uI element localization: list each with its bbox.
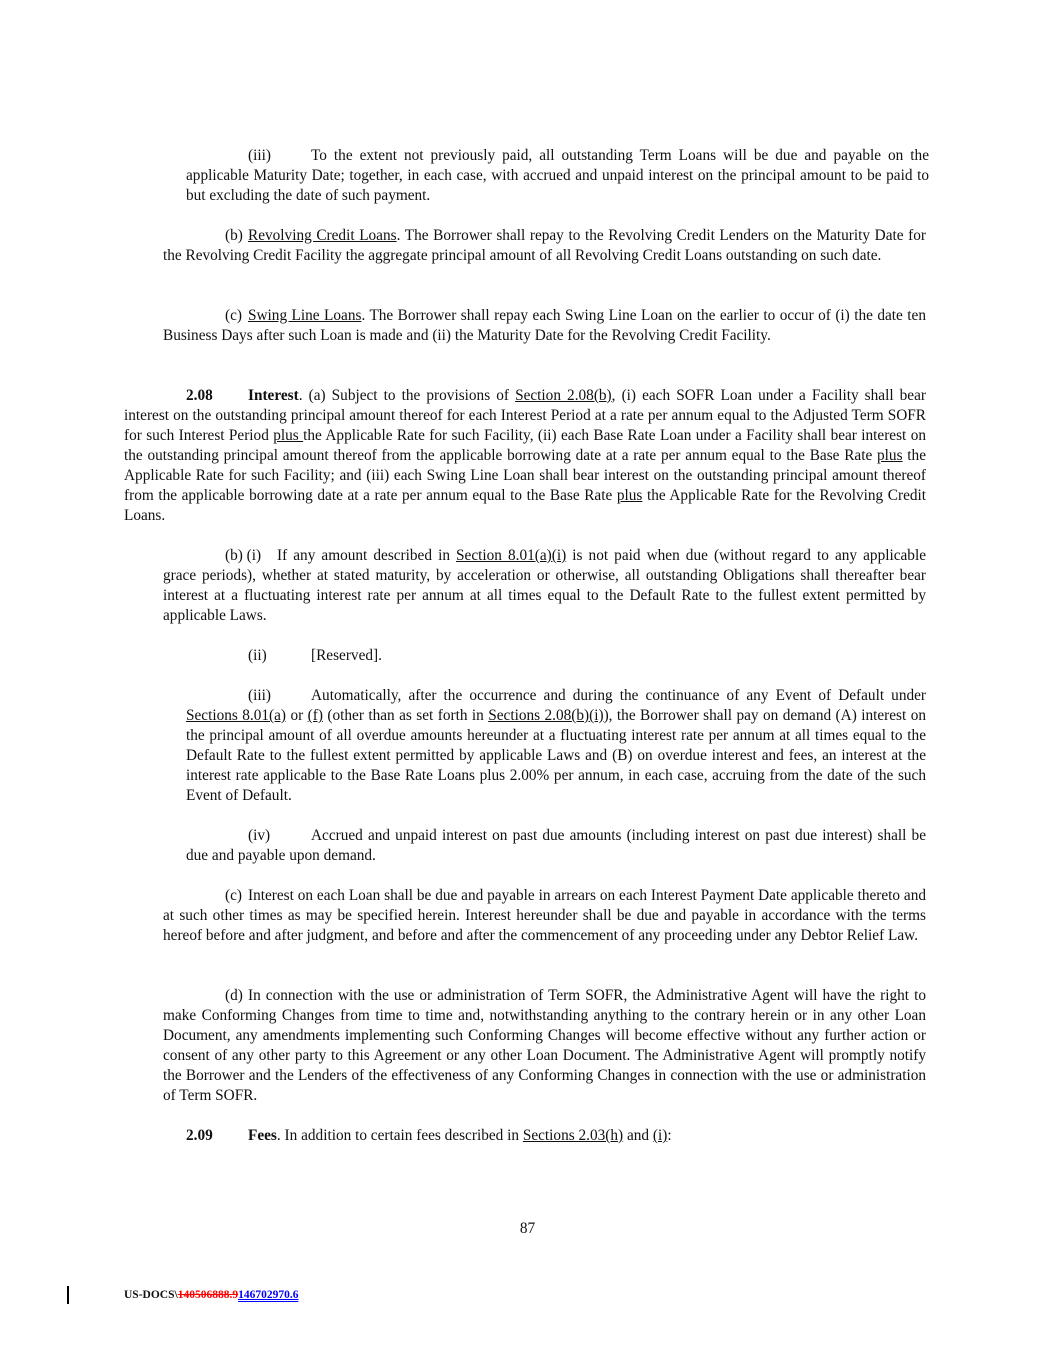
plus-term: plus [273, 427, 304, 444]
section-title: Interest [248, 387, 299, 404]
section-number: 2.09 [186, 1127, 213, 1144]
plus-term: plus [616, 487, 643, 504]
paragraph-b-revolving [163, 226, 926, 266]
text-run: If any amount described in [277, 547, 457, 564]
paragraph-2-08-c [163, 886, 926, 946]
paragraph-heading: Swing Line Loans [248, 307, 362, 324]
section-reference: Sections 8.01(a) [186, 707, 287, 724]
clause-label: (b) [225, 227, 243, 244]
clause-label: (c) [225, 307, 242, 324]
text-run: or [286, 707, 308, 724]
text-run: Automatically, after the occurrence and during the continuance of any Event of Default under [311, 687, 926, 704]
clause-label: (d) [225, 987, 243, 1004]
section-reference: (f) [307, 707, 323, 724]
paragraph-text: [Reserved]. [311, 647, 382, 664]
section-reference: Section 2.08(b) [515, 387, 612, 404]
section-reference: Sections 2.08(b)(i) [488, 707, 604, 724]
doc-id-prefix: US-DOCS\ [124, 1289, 178, 1301]
plus-term: plus [877, 447, 903, 464]
section-reference: (i) [652, 1127, 668, 1144]
text-run: and [623, 1127, 653, 1144]
clause-label: (iv) [248, 827, 271, 844]
paragraph-text: To the extent not previously paid, all outstanding Term Loans will be due and payable on the applicable Maturity Date; together, in each case, with accrued and unpaid interest on the principal amount to be paid to but excluding the date of such payment. [186, 147, 929, 204]
doc-id-inserted: 146702970.6 [238, 1289, 299, 1301]
paragraph-2-08-b-i [163, 546, 926, 626]
document-id-footer [124, 1287, 298, 1303]
clause-label: (iii) [248, 687, 271, 704]
text-run: (other than as set forth in [322, 707, 489, 724]
paragraph-text: . The Borrower shall repay each Swing Line Loan on the earlier to occur of (i) the date ten Business Days after such Loan is made and (ii) the Maturity Date for the Revolving Credit Facility. [163, 307, 926, 344]
text-run: : [667, 1127, 672, 1144]
text-run: the Applicable Rate for the Revolving Credit Loans. [124, 487, 927, 524]
text-run: , (i) each SOFR Loan under a Facility shall bear interest on the outstanding principal amount thereof for each Interest Period at a rate per annum equal to the Adjusted Term SOFR for such Interest Period [124, 387, 926, 444]
paragraph-2-08-b-iv [186, 826, 926, 866]
paragraph-text: In connection with the use or administration of Term SOFR, the Administrative Agent will have the right to make Conforming Changes from time to time and, notwithstanding anything to the contrary herein or in any other Loan Document, any amendments implementing such Conforming Changes will become effective without any further action or consent of any other party to this Agreement or any other Loan Document. The Administrative Agent will promptly notify the Borrower and the Lenders of the effectiveness of any Conforming Changes in connection with the use or administration of Term SOFR. [163, 987, 926, 1104]
page-number: 87 [519, 1220, 536, 1237]
text-run: is not paid when due (without regard to any applicable grace periods), whether at stated maturity, by acceleration or otherwise, all outstanding Obligations shall thereafter bear interest at a fluctuating interest rate per annum at all times equal to the Default Rate to the fullest extent permitted by applicable Laws. [163, 547, 926, 624]
text-run: . In addition to certain fees described in [276, 1127, 523, 1144]
paragraph-text: . The Borrower shall repay to the Revolving Credit Lenders on the Maturity Date for the Revolving Credit Facility the aggregate principal amount of all Revolving Credit Loans outstanding on such date. [163, 227, 926, 264]
paragraph-c-swing-line [163, 306, 926, 346]
paragraph-2-08-b-iii [186, 686, 926, 806]
paragraph-a-iii [186, 146, 929, 206]
text-run: ), the Borrower shall pay on demand (A) interest on the principal amount of all overdue amounts hereunder at a fluctuating interest rate per annum at all times equal to the Default Rate to the fullest extent permitted by applicable Laws and (B) on overdue interest and fees, an interest at the interest rate applicable to the Base Rate Loans plus 2.00% per annum, in each case, accruing from the date of the such Event of Default. [186, 707, 926, 804]
section-reference: Section 8.01(a)(i) [456, 547, 567, 564]
clause-label: (b) (i) [225, 547, 262, 564]
clause-label: (iii) [248, 147, 271, 164]
paragraph-text: Interest on each Loan shall be due and payable in arrears on each Interest Payment Date applicable thereto and at such other times as may be specified herein. Interest hereunder shall be due and payable in accordance with the terms hereof before and after judgment, and before and after the commencement of any proceeding under any Debtor Relief Law. [163, 887, 926, 944]
paragraph-text: Accrued and unpaid interest on past due amounts (including interest on past due interest) shall be due and payable upon demand. [186, 827, 926, 864]
change-bar [67, 1286, 69, 1304]
clause-label: (c) [225, 887, 242, 904]
text-run: the Applicable Rate for such Facility, (ii) each Base Rate Loan under a Facility shall bear interest on the outstanding principal amount thereof from the applicable borrowing date at a rate per annum equal to the Base Rate [124, 427, 926, 464]
paragraph-heading: Revolving Credit Loans [248, 227, 397, 244]
section-2-08-interest [124, 386, 926, 526]
text-run: . (a) Subject to the provisions of [298, 387, 516, 404]
section-title: Fees [248, 1127, 277, 1144]
doc-id-deleted: 140506888.9 [177, 1289, 239, 1301]
text-run: the Applicable Rate for such Facility; and (iii) each Swing Line Loan shall bear interest on the outstanding principal amount thereof from the applicable borrowing date at a rate per annum equal to the Base Rate [124, 447, 926, 504]
section-number: 2.08 [186, 387, 213, 404]
paragraph-2-08-d [163, 986, 926, 1106]
paragraph-2-08-b-ii [186, 646, 929, 666]
clause-label: (ii) [248, 647, 267, 664]
section-reference: Sections 2.03(h) [522, 1127, 624, 1144]
section-2-09-fees [124, 1126, 926, 1146]
